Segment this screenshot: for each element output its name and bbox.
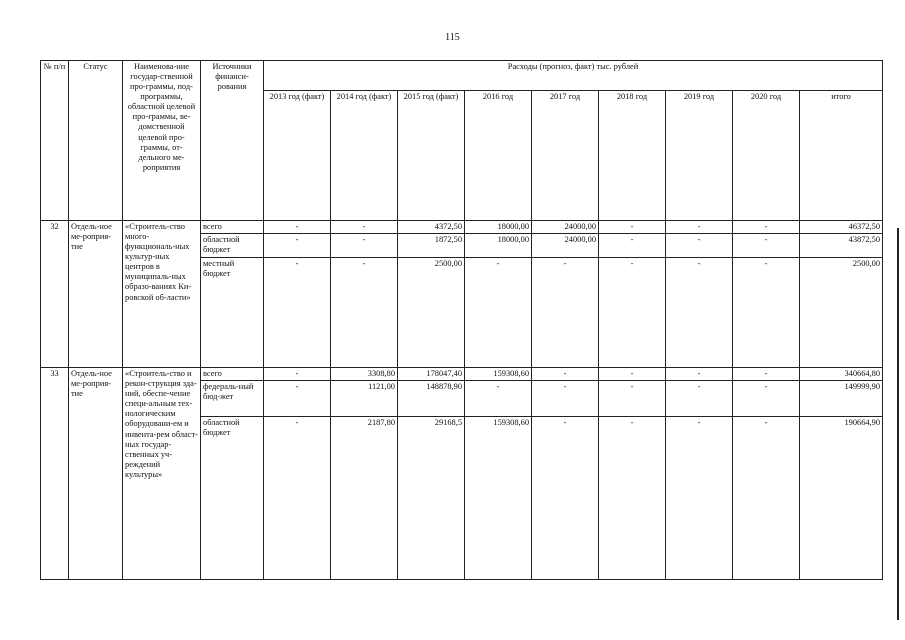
cell-value: - — [264, 381, 331, 417]
header-year: 2013 год (факт) — [264, 91, 331, 221]
cell-value: - — [733, 368, 800, 381]
cell-value: - — [666, 368, 733, 381]
cell-total: 46372,50 — [800, 221, 883, 234]
cell-value: - — [599, 368, 666, 381]
cell-value: 2500,00 — [398, 258, 465, 368]
page-number: 115 — [445, 32, 460, 43]
cell-value: - — [666, 417, 733, 580]
cell-value: - — [264, 258, 331, 368]
row-status: Отдель-ное ме-роприя-тие — [69, 368, 123, 580]
cell-value: - — [666, 221, 733, 234]
source-label: местный бюджет — [201, 258, 264, 368]
cell-value: - — [264, 417, 331, 580]
header-year: 2014 год (факт) — [331, 91, 398, 221]
cell-value: 148878,90 — [398, 381, 465, 417]
cell-value: - — [599, 258, 666, 368]
cell-value: - — [666, 258, 733, 368]
cell-value: - — [532, 381, 599, 417]
cell-value: 24000,00 — [532, 234, 599, 258]
cell-value: - — [733, 417, 800, 580]
table-row — [41, 221, 883, 234]
row-num: 33 — [41, 368, 69, 580]
cell-value: 18000,00 — [465, 234, 532, 258]
cell-value: 159308,60 — [465, 368, 532, 381]
table-row — [41, 368, 883, 381]
cell-value: 4372,50 — [398, 221, 465, 234]
cell-value: 178047,40 — [398, 368, 465, 381]
cell-value: - — [331, 221, 398, 234]
row-num: 32 — [41, 221, 69, 368]
cell-value: - — [599, 381, 666, 417]
cell-total: 190664,90 — [800, 417, 883, 580]
cell-total: 149999,90 — [800, 381, 883, 417]
cell-value: - — [666, 381, 733, 417]
header-row — [41, 61, 883, 91]
cell-value: - — [666, 234, 733, 258]
header-year: 2019 год — [666, 91, 733, 221]
row-status: Отдель-ное ме-роприя-тие — [69, 221, 123, 368]
cell-value: 2187,80 — [331, 417, 398, 580]
cell-value: 1872,50 — [398, 234, 465, 258]
cell-value: 24000,00 — [532, 221, 599, 234]
cell-value: - — [532, 258, 599, 368]
header-status: Статус — [69, 61, 123, 221]
header-year: 2016 год — [465, 91, 532, 221]
cell-value: 159308,60 — [465, 417, 532, 580]
cell-value: - — [733, 258, 800, 368]
row-name: «Строитель-ство и рекон-струкция зда-ний, обеспе-чение специ-альным тех-нологическим оборудовани-ем и инвента-рем област-ных государ-ственных уч-реждений культуры» — [123, 368, 201, 580]
cell-value: - — [264, 221, 331, 234]
header-year: 2017 год — [532, 91, 599, 221]
cell-value: - — [532, 417, 599, 580]
cell-value: - — [264, 234, 331, 258]
source-label: областной бюджет — [201, 417, 264, 580]
budget-table — [40, 60, 883, 580]
cell-total: 340664,80 — [800, 368, 883, 381]
header-year: 2018 год — [599, 91, 666, 221]
cell-value: - — [465, 258, 532, 368]
header-name: Наименова-ние государ-ственной про-граммы, под-программы, областной целевой про-граммы, ве-домственной целевой про-граммы, от-дельного ме-роприятия — [123, 61, 201, 221]
row-name: «Строитель-ство много-функциональ-ных культур-ных центров в муниципаль-ных образо-ваниях Ки-ровской об-ласти» — [123, 221, 201, 368]
source-label: всего — [201, 368, 264, 381]
cell-value: 3308,80 — [331, 368, 398, 381]
cell-total: 43872,50 — [800, 234, 883, 258]
cell-value: - — [733, 381, 800, 417]
header-year: 2015 год (факт) — [398, 91, 465, 221]
cell-value: - — [599, 417, 666, 580]
source-label: областной бюджет — [201, 234, 264, 258]
cell-total: 2500,00 — [800, 258, 883, 368]
cell-value: - — [733, 234, 800, 258]
cell-value: - — [331, 258, 398, 368]
header-expenses: Расходы (прогноз, факт) тыс. рублей — [264, 61, 883, 91]
cell-value: 18000,00 — [465, 221, 532, 234]
cell-value: - — [465, 381, 532, 417]
header-num: № п/п — [41, 61, 69, 221]
cell-value: - — [532, 368, 599, 381]
cell-value: - — [599, 221, 666, 234]
header-source: Источники финанси-рования — [201, 61, 264, 221]
cell-value: - — [599, 234, 666, 258]
cell-value: 29168,5 — [398, 417, 465, 580]
cell-value: 1121,00 — [331, 381, 398, 417]
cell-value: - — [264, 368, 331, 381]
cell-value: - — [733, 221, 800, 234]
page-edge-line — [897, 228, 899, 620]
header-year: 2020 год — [733, 91, 800, 221]
source-label: федераль-ный бюд-жет — [201, 381, 264, 417]
header-total: итого — [800, 91, 883, 221]
cell-value: - — [331, 234, 398, 258]
source-label: всего — [201, 221, 264, 234]
